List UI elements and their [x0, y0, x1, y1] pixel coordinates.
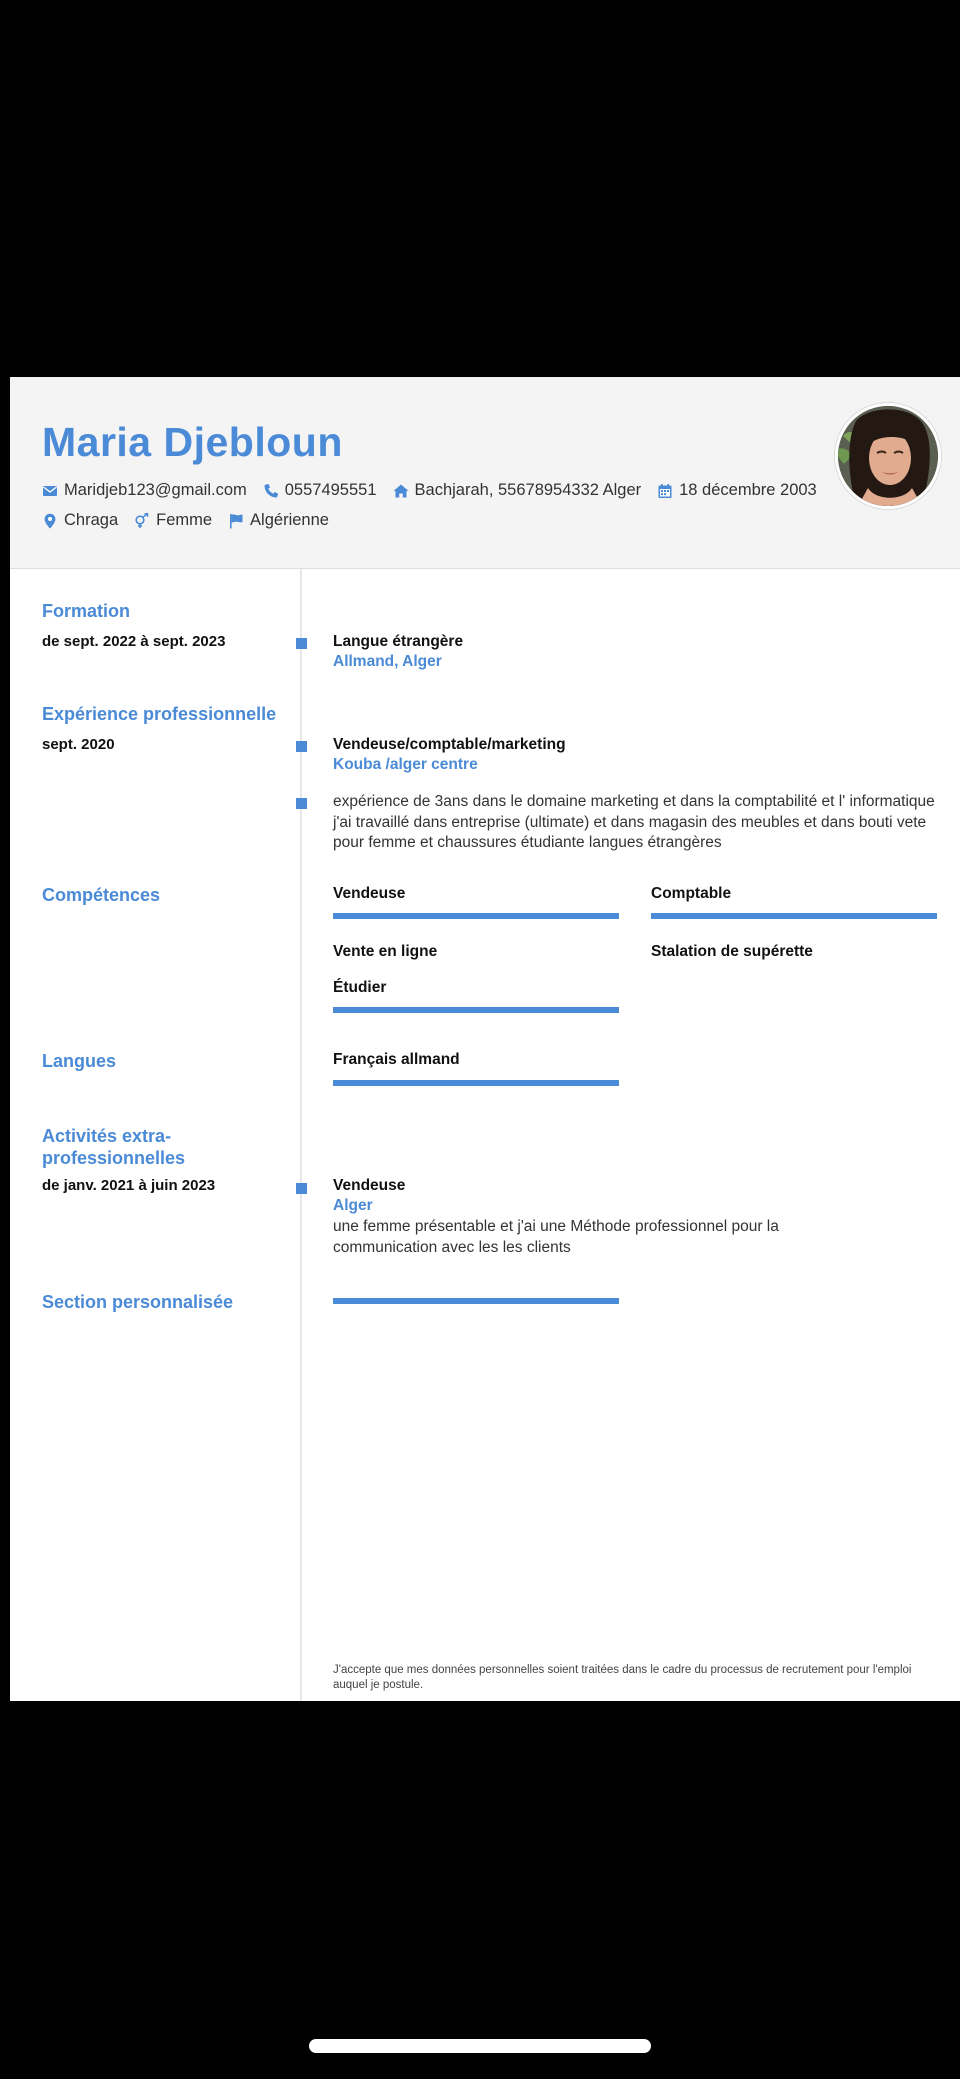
experience-date: sept. 2020 [42, 736, 115, 753]
consent-note: J'accepte que mes données personnelles soient traitées dans le cadre du processus de recrutement pour l'emploi auquel je postule. [333, 1664, 912, 1691]
location-text: Chraga [64, 511, 119, 529]
contact-nationality [228, 511, 329, 530]
skill-name: Vendeuse [333, 885, 406, 902]
skill-bar [333, 1007, 619, 1013]
contact-address [393, 481, 642, 500]
activites-entry-title: Vendeuse [333, 1177, 406, 1194]
home-indicator[interactable] [309, 2039, 651, 2053]
contact-row-2 [42, 511, 345, 530]
phone-icon [263, 483, 279, 499]
skill-bar [333, 913, 619, 919]
contact-row-1 [42, 481, 833, 500]
map-pin-icon [42, 513, 58, 529]
flag-icon [228, 513, 244, 529]
home-icon [393, 483, 409, 499]
envelope-icon [42, 483, 58, 499]
contact-phone [263, 481, 377, 500]
timeline-bullet [296, 741, 307, 752]
skill-name: Étudier [333, 979, 387, 996]
section-title-competences: Compétences [42, 885, 161, 905]
birthdate-text: 18 décembre 2003 [679, 481, 817, 499]
timeline-bullet [296, 798, 307, 809]
email-text: Maridjeb123@gmail.com [64, 481, 247, 499]
contact-email [42, 481, 247, 500]
cv-header [10, 377, 960, 569]
skill-name: Comptable [651, 885, 732, 902]
experience-description: expérience de 3ans dans le domaine marketing et dans la comptabilité et l' informatique j'ai travaillé dans entreprise (ultimate) et dans magasin des meubles et dans bouti vete pour femme et chaussures étudiante langues étrangères [333, 793, 935, 851]
activites-description: une femme présentable et j'ai une Méthode professionnel pour la communication avec les les clients [333, 1218, 779, 1256]
section-title-activites: Activités extra-professionnelles [42, 1126, 186, 1168]
section-title-personnalisee: Section personnalisée [42, 1292, 234, 1312]
language-bar [333, 1080, 619, 1086]
formation-date: de sept. 2022 à sept. 2023 [42, 633, 226, 650]
experience-entry-title: Vendeuse/comptable/marketing [333, 736, 566, 753]
timeline-line [300, 569, 302, 1701]
gender-icon [134, 513, 150, 529]
candidate-name: Maria Djebloun [42, 419, 343, 465]
language-name: Français allmand [333, 1051, 460, 1068]
contact-birthdate [657, 481, 817, 500]
section-title-experience: Expérience professionnelle [42, 704, 277, 724]
section-title-langues: Langues [42, 1051, 117, 1071]
address-text: Bachjarah, 55678954332 Alger [414, 481, 642, 499]
skill-bar [651, 913, 937, 919]
formation-entry-sub: Allmand, Alger [333, 653, 442, 670]
activites-date: de janv. 2021 à juin 2023 [42, 1177, 216, 1194]
calendar-icon [657, 483, 673, 499]
phone-text: 0557495551 [284, 481, 377, 499]
section-title-formation: Formation [42, 601, 130, 621]
activites-entry-sub: Alger [333, 1197, 373, 1214]
experience-entry-sub: Kouba /alger centre [333, 756, 478, 773]
formation-entry-title: Langue étrangère [333, 633, 464, 650]
timeline-bullet [296, 1183, 307, 1194]
cv-page [10, 377, 960, 1701]
profile-photo [835, 403, 941, 509]
contact-gender [134, 511, 212, 530]
timeline-bullet [296, 638, 307, 649]
custom-section-bar [333, 1298, 619, 1304]
skill-name: Vente en ligne [333, 943, 438, 960]
nationality-text: Algérienne [250, 511, 329, 529]
gender-text: Femme [156, 511, 213, 529]
contact-location [42, 511, 118, 530]
skill-name: Stalation de supérette [651, 943, 813, 960]
